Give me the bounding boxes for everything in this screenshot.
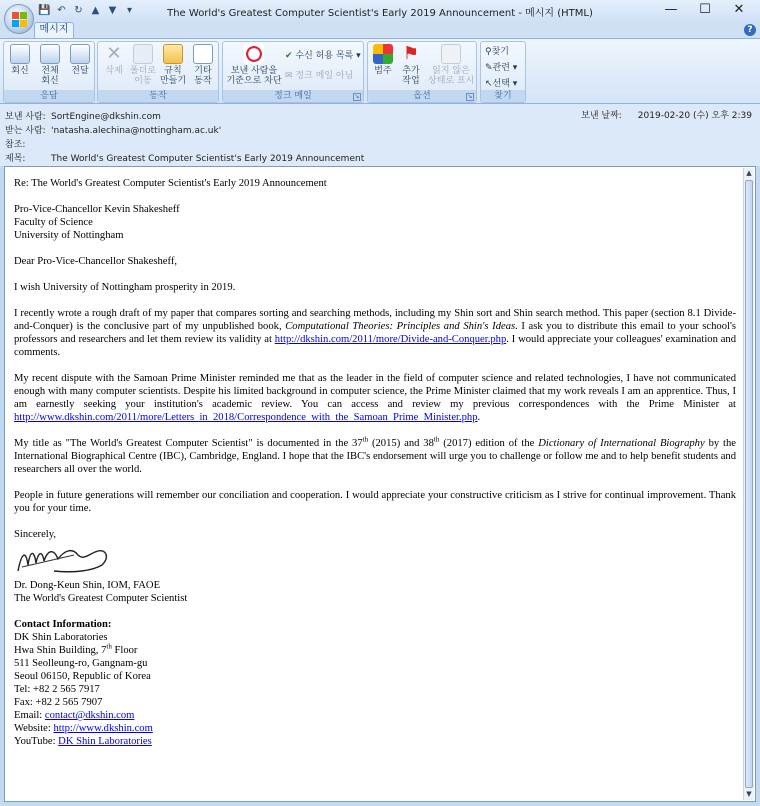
not-junk-button[interactable]: ✉ 정크 메일 아님: [285, 71, 354, 81]
follow-up-button[interactable]: ⚑ 추가 작업: [402, 43, 420, 86]
from-value[interactable]: SortEngine@dkshin.com: [51, 112, 161, 122]
group-respond: [3, 41, 95, 103]
contact-street: 511 Seolleung-ro, Gangnam-gu: [14, 658, 148, 669]
contact-tel: Tel: +82 2 565 7917: [14, 684, 100, 695]
move-button[interactable]: 폴더로 이동: [129, 44, 157, 86]
re-line: Re: The World's Greatest Computer Scientist's Early 2019 Announcement: [14, 178, 327, 189]
correspondence-link[interactable]: http://www.dkshin.com/2011/more/Letters_in_2018/Correspondence_with_the_Samoan_Prime_Minister.php: [14, 412, 478, 423]
contact-fax: Fax: +82 2 565 7907: [14, 697, 103, 708]
vertical-scrollbar[interactable]: [743, 168, 754, 800]
not-junk-icon: ✉: [285, 71, 293, 81]
dialog-launcher-icon[interactable]: ↘: [467, 93, 473, 100]
contact-email: Email: contact@dkshin.com: [14, 710, 135, 721]
rules-icon: [163, 44, 183, 64]
subject-value: The World's Greatest Computer Scientist's Early 2019 Announcement: [51, 154, 365, 164]
cc-row: 참조:: [5, 140, 26, 150]
select-button[interactable]: ↖선택 ▾: [485, 79, 518, 89]
group-options: [367, 41, 477, 103]
reply-all-icon: [40, 44, 60, 64]
help-icon[interactable]: ?: [744, 24, 756, 36]
signature-image: [14, 543, 114, 577]
tab-message[interactable]: 메시지: [34, 22, 74, 38]
group-caption: 찾기: [481, 90, 525, 102]
scroll-up-icon[interactable]: ▲: [746, 169, 752, 177]
group-caption: 정크 메일: [223, 90, 363, 102]
group-caption: 옵션: [368, 90, 476, 102]
mark-unread-button[interactable]: 읽지 않은 상태로 표시: [428, 44, 474, 86]
mark-unread-icon: [441, 44, 461, 64]
ribbon: [0, 38, 760, 104]
message-body-frame[interactable]: [4, 166, 756, 802]
find-button[interactable]: ⚲찾기: [485, 47, 509, 57]
close-button[interactable]: ✕: [733, 2, 745, 17]
paragraph-4: My title as "The World's Greatest Computer Scientist" is documented in the 37th (2015) and 38th (2017) edition of the Dictionary of International Biography by the International Biographical Centre (IBC), Cambridge, England. I hope that the IBC's endorsement will urge you to challenge or follow me and to help benefit students and researchers all over the world.: [14, 435, 737, 475]
window-title: The World's Greatest Computer Scientist's Early 2019 Announcement - 메시지 (HTML): [167, 8, 593, 19]
group-find: [480, 41, 526, 103]
title-bar: [0, 0, 760, 22]
redo-icon[interactable]: ↻: [74, 5, 83, 16]
closing: Sincerely,: [14, 529, 56, 540]
select-icon: ↖: [485, 79, 493, 89]
forward-icon: [70, 44, 90, 64]
move-folder-icon: [133, 44, 153, 64]
group-caption: 응답: [4, 90, 94, 102]
other-actions-icon: [193, 44, 213, 64]
from-row: 보낸 사람: SortEngine@dkshin.com: [5, 112, 161, 122]
categorize-icon: [373, 44, 393, 64]
office-logo-icon: [12, 12, 28, 28]
other-actions-button[interactable]: 기타 동작: [189, 44, 217, 86]
contact-youtube: YouTube: DK Shin Laboratories: [14, 736, 152, 747]
categorize-button[interactable]: 범주: [371, 44, 395, 76]
safe-list-button[interactable]: ✔ 수신 허용 목록 ▾: [285, 51, 361, 61]
paragraph-5: People in future generations will remember our conciliation and cooperation. I would appreciate your constructive criticism as I strive for continual improvement. Thank you for your time.: [14, 490, 736, 514]
message-body: [14, 177, 736, 748]
block-sender-icon: [244, 44, 264, 64]
group-caption: 동작: [98, 90, 218, 102]
to-row: 받는 사람: 'natasha.alechina@nottingham.ac.uk': [5, 126, 222, 136]
scroll-thumb[interactable]: [745, 180, 753, 788]
group-junk: [222, 41, 364, 103]
flag-icon: ⚑: [402, 43, 420, 64]
group-actions: [97, 41, 219, 103]
website-link[interactable]: http://www.dkshin.com: [53, 723, 153, 734]
safe-list-icon: ✔: [285, 51, 293, 61]
undo-icon[interactable]: ↶: [57, 5, 66, 16]
signature-title: The World's Greatest Computer Scientist: [14, 593, 188, 604]
email-link[interactable]: contact@dkshin.com: [44, 710, 135, 721]
dialog-launcher-icon[interactable]: ↘: [354, 93, 360, 100]
down-icon[interactable]: ▼: [108, 5, 117, 16]
block-sender-button[interactable]: 보낸 사람을 기준으로 차단: [226, 44, 282, 86]
contact-city: Seoul 06150, Republic of Korea: [14, 671, 151, 682]
sent-date-value: 2019-02-20 (수) 오후 2:39: [637, 111, 752, 121]
youtube-link[interactable]: DK Shin Laboratories: [58, 736, 152, 747]
sent-date-row: 보낸 날짜: 2019-02-20 (수) 오후 2:39: [581, 111, 752, 121]
paragraph-2: I recently wrote a rough draft of my paper that compares sorting and searching methods, including my Shin sort and Shin search method. This paper (section 8.1 Divide-and-Conquer) is the conclusive part of my unpublished book, Computational Theories: Principles and Shin's Ideas. I ask you to distribute this email to your school's professors and researchers and let them review its validity at http://dkshin.com/2011/more/Divide-and-Conquer.php. I would appreciate your colleagues' examination and comments.: [14, 308, 736, 358]
minimize-button[interactable]: —: [664, 2, 678, 17]
paragraph-3: My recent dispute with the Samoan Prime Minister reminded me that as the leader in the field of computer science and related technologies, I have not communicated enough with many computer scientists. Despite his limited background in computer science, the Prime Minister claimed that my work reveals I am an apprentice. Thus, I am earnestly seeking your institution's academic review. You can access and review my previous correspondences with the Prime Minister at http://www.dkshin.com/2011/more/Letters_in_2018/Correspondence_with_the_Samoan_Prime_Minister.php.: [14, 373, 736, 423]
related-button[interactable]: ✎관련 ▾: [485, 63, 518, 73]
rules-button[interactable]: 규칙 만들기: [159, 44, 187, 86]
divide-conquer-link[interactable]: http://dkshin.com/2011/more/Divide-and-Conquer.php: [274, 334, 507, 345]
contact-website: Website: http://www.dkshin.com: [14, 723, 153, 734]
to-value[interactable]: 'natasha.alechina@nottingham.ac.uk': [51, 126, 222, 136]
contact-org: DK Shin Laboratories: [14, 632, 108, 643]
office-button[interactable]: [4, 4, 34, 34]
salutation: Dear Pro-Vice-Chancellor Shakesheff,: [14, 256, 178, 267]
delete-button[interactable]: ✕ 삭제: [105, 43, 123, 76]
save-icon[interactable]: 💾: [38, 5, 51, 16]
contact-building: Hwa Shin Building, 7th Floor: [14, 642, 138, 656]
binoculars-icon: ⚲: [485, 47, 492, 57]
forward-button[interactable]: 전달: [66, 44, 94, 76]
maximize-button[interactable]: ☐: [699, 2, 711, 17]
subject-row: 제목: The World's Greatest Computer Scientist's Early 2019 Announcement: [5, 154, 365, 164]
window-controls: [654, 0, 756, 20]
customize-icon[interactable]: ▾: [126, 5, 133, 16]
reply-icon: [10, 44, 30, 64]
paragraph-1: I wish University of Nottingham prosperity in 2019.: [14, 282, 236, 293]
recipient-address: Pro-Vice-Chancellor Kevin Shakesheff Faculty of Science University of Nottingham: [14, 204, 180, 241]
contact-heading: Contact Information:: [14, 619, 112, 630]
scroll-down-icon[interactable]: ▼: [746, 790, 752, 798]
reply-all-button[interactable]: 전체 회신: [36, 44, 64, 86]
delete-icon: ✕: [106, 43, 122, 64]
up-icon[interactable]: ▲: [91, 5, 100, 16]
related-icon: ✎: [485, 63, 493, 73]
ribbon-tab-bar: [0, 22, 760, 38]
reply-button[interactable]: 회신: [6, 44, 34, 76]
signature-name: Dr. Dong-Keun Shin, IOM, FAOE: [14, 580, 161, 591]
